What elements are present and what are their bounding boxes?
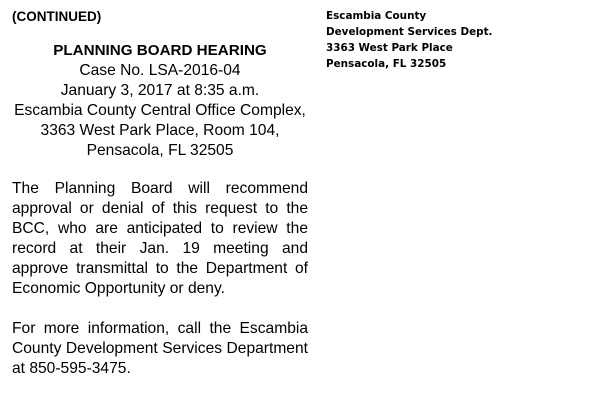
return-address-line-3: 3363 West Park Place (326, 42, 453, 54)
venue-line-3: Pensacola, FL 32505 (86, 142, 234, 159)
recommendation-paragraph: The Planning Board will recommend approval or denial of this request to the BCC, who are anticipated to review the record at their Jan. 19 meeting and approve transmittal to the Department of Economic Opportunity or deny. (12, 180, 308, 297)
notice-panel (12, 8, 308, 379)
continued-label: (CONTINUED) (12, 9, 102, 24)
venue-line-2: 3363 West Park Place, Room 104, (40, 122, 280, 139)
venue-line-1: Escambia County Central Office Complex, (14, 102, 306, 119)
hearing-details (12, 41, 308, 161)
return-address (326, 8, 493, 72)
return-address-line-1: Escambia County (326, 10, 427, 22)
case-number: Case No. LSA-2016-04 (79, 62, 241, 79)
hearing-title: PLANNING BOARD HEARING (53, 42, 267, 59)
contact-info-paragraph: For more information, call the Escambia County Development Services Department at 850-595-3475. (12, 320, 308, 377)
return-address-line-2: Development Services Dept. (326, 26, 493, 38)
return-address-line-4: Pensacola, FL 32505 (326, 58, 447, 70)
hearing-datetime: January 3, 2017 at 8:35 a.m. (60, 82, 260, 99)
